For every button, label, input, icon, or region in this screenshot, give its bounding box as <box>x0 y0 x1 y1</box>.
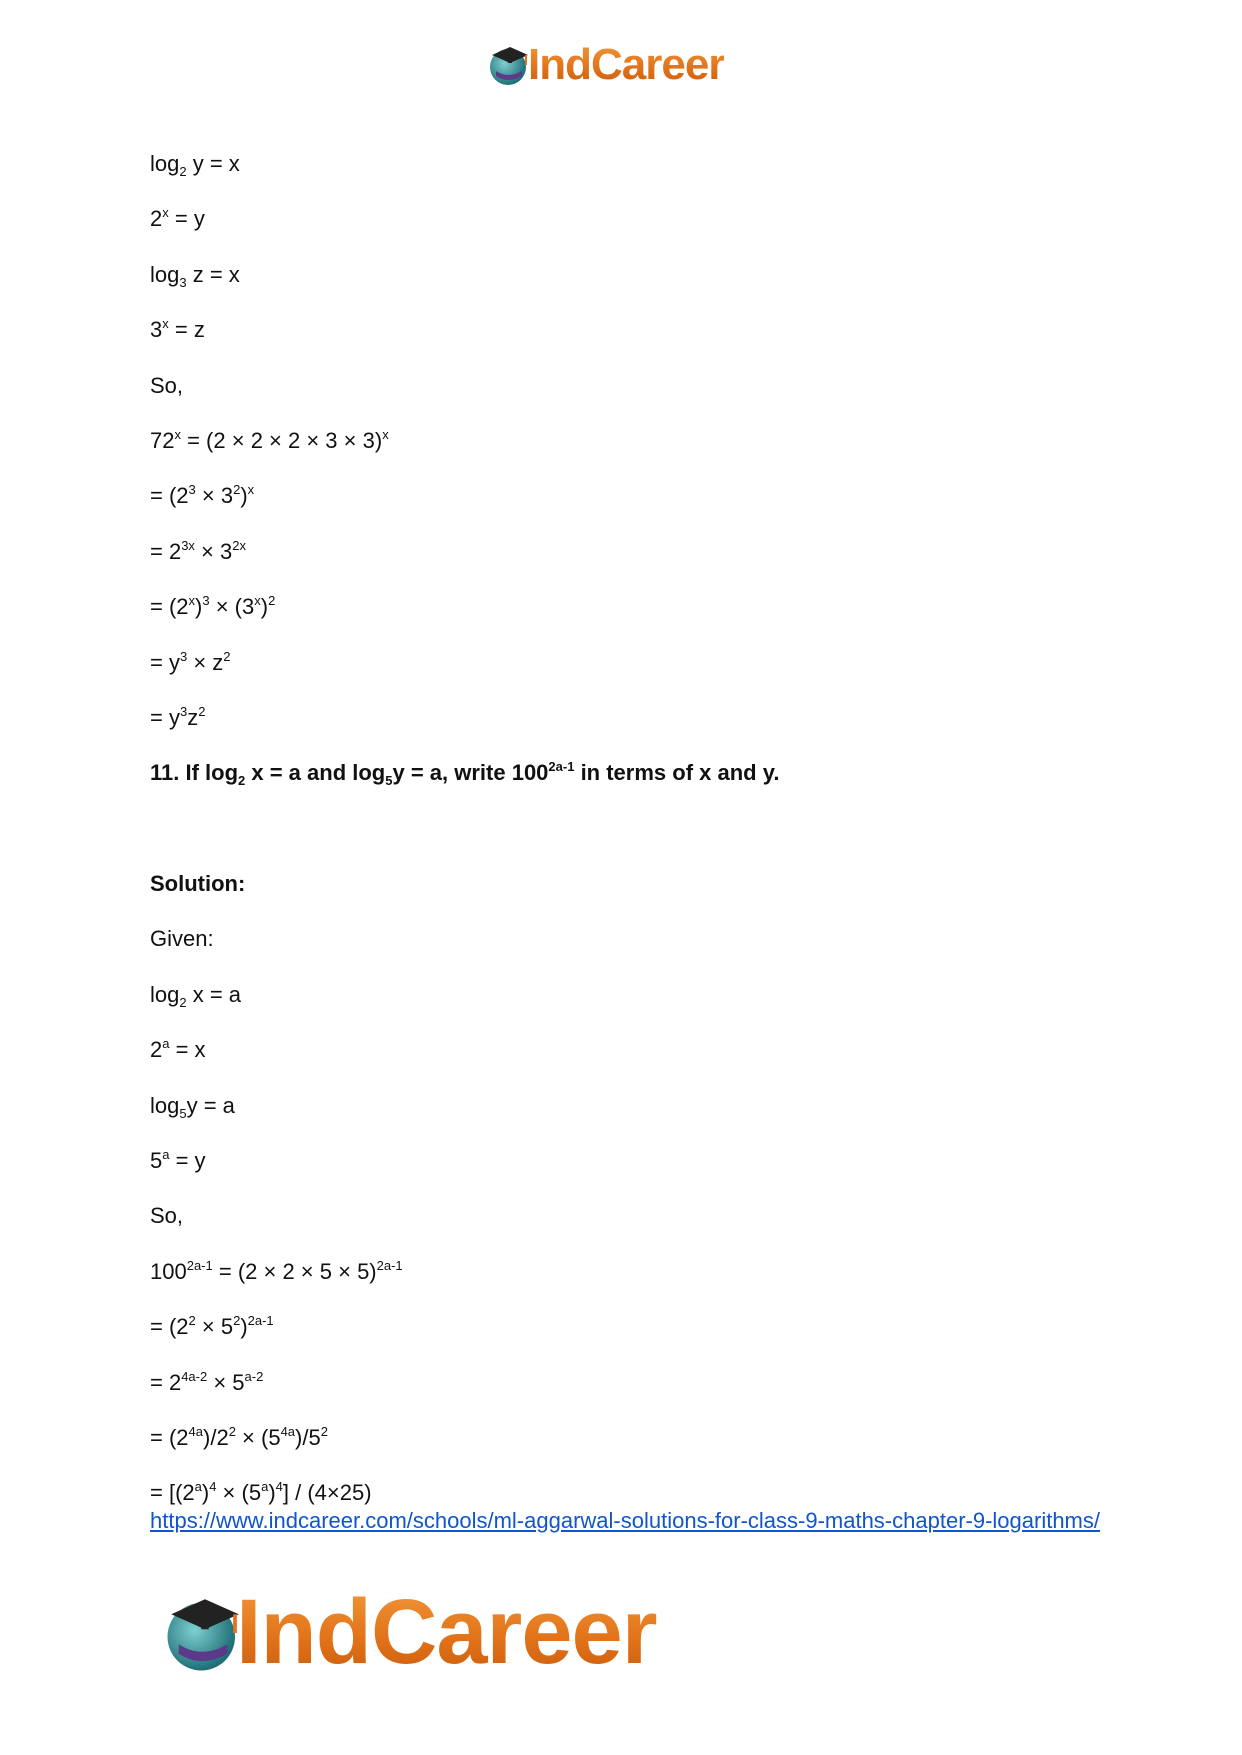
text-line: So, <box>150 1203 184 1229</box>
source-link[interactable]: https://www.indcareer.com/schools/ml-aggarwal-solutions-for-class-9-maths-chapter-9-logarithms/ <box>150 1508 1100 1533</box>
math-line: = $y^3z^2$ <box>150 703 206 730</box>
solution-heading: Solution: <box>150 871 246 897</box>
math-line: $100^{2a-1} = (2 \times 2 \times 5 \times 5)^{2a-1}$ <box>150 1257 403 1284</box>
math-line: = $(2^3 \times 3^2)^x$ <box>150 482 255 509</box>
math-line: = $y^3 \times z^2$ <box>150 648 231 675</box>
header-logo <box>486 40 724 90</box>
math-line: $3^x = z$ <box>150 316 205 343</box>
graduation-globe-icon <box>486 41 534 89</box>
math-line: = $(2^2 \times 5^2)^{2a-1}$ <box>150 1313 274 1340</box>
footer-logo <box>160 1580 657 1685</box>
brand-name: IndCareer <box>528 40 725 89</box>
math-line: $\log_5y = a$ <box>150 1092 235 1121</box>
math-line: = $[(2^a)^4 \times (5^a)^4] / (4\times 25)$ <box>150 1479 372 1506</box>
math-line: $72^x = (2 \times 2 \times 2 \times 3 \times 3)^x$ <box>150 426 389 453</box>
math-line: $\log_2 x = a$ <box>150 981 242 1010</box>
math-line: $\log_3 z = x$ <box>150 261 240 290</box>
math-line: $2^x = y$ <box>150 205 205 232</box>
math-line: = $2^{4a-2} \times 5^{a-2}$ <box>150 1368 264 1395</box>
brand-name: IndCareer <box>236 1581 657 1683</box>
math-line: $\log_2 y = x$ <box>150 151 240 179</box>
math-line: $2^a = x$ <box>150 1036 206 1063</box>
text-line: So, <box>150 372 184 398</box>
question-heading: 11. If $\log_2 x = a$ and $\log_5y = a$, write $100^{2a-1}$ in terms of x and y. <box>150 759 780 789</box>
math-line: $5^a = y$ <box>150 1147 206 1174</box>
solution-content <box>150 150 1100 1535</box>
text-line: Given: <box>150 926 214 952</box>
math-line: = $2^{3x} \times 3^{2x}$ <box>150 537 246 564</box>
math-line: = $(2^{4a})/2^2 \times (5^{4a})/5^2$ <box>150 1423 328 1450</box>
math-line: = $(2^x)^3 \times (3^x)^2$ <box>150 593 276 620</box>
spacer <box>150 815 1100 870</box>
